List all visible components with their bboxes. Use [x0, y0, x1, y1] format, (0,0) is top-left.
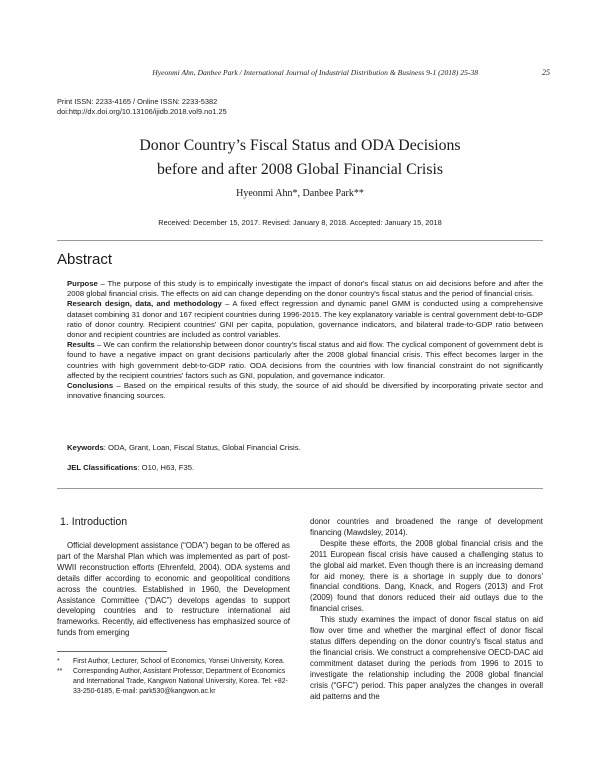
intro-paragraph: Despite these efforts, the 2008 global financial crisis and the 2011 European fiscal crisis have caused a challenging status to the global aid market. Even though there is an increasing demand for aid money, there is a shortage in supply due to donors' financial conditions. Dang, Knack, and Rogers (2013) and Frot (2009) found that donors reduced their aid outlays due to the financial crises. [310, 538, 543, 614]
abstract-conclusions [67, 381, 543, 401]
method-label: Research design, data, and methodology [67, 299, 222, 309]
footnote [57, 667, 290, 697]
keywords [67, 443, 301, 452]
abstract-purpose [67, 279, 543, 299]
purpose-text: – The purpose of this study is to empirically investigate the impact of donor's fiscal status on aid decisions before and after the 2008 global financial crisis. The effects on aid can change depending on the donor country's fiscal status and the period of financial crisis. [67, 279, 543, 299]
paper-title [60, 134, 540, 182]
footnote-text: Corresponding Author, Assistant Professor, Department of Economics and International Trade, Kangwon National University, Korea. Tel: +82-33-250-6185, E-mail: park530@kangwon.ac.kr [73, 668, 288, 695]
title-line-2: before and after 2008 Global Financial Crisis [156, 161, 444, 178]
footnote-rule [57, 651, 167, 652]
jel-classifications [67, 463, 194, 472]
intro-left-column [57, 541, 290, 639]
doi-line: doi:http://dx.doi.org/10.13106/ijidb.2018.vol9.no1.25 [57, 107, 227, 116]
issn-line: Print ISSN: 2233-4165 / Online ISSN: 2233-5382 [57, 97, 218, 106]
issn-block [57, 97, 227, 117]
purpose-label: Purpose [67, 279, 98, 288]
abstract-method [67, 299, 543, 340]
intro-right-column [310, 517, 543, 702]
abstract-body [67, 279, 543, 401]
jel-label: JEL Classifications [67, 463, 138, 472]
running-head: Hyeonmi Ahn, Danbee Park / International Journal of Industrial Distribution & Business 9-1 (2018) 25-38 [152, 68, 478, 77]
abstract-heading: Abstract [57, 251, 113, 268]
page-number: 25 [542, 68, 550, 77]
keywords-text: : ODA, Grant, Loan, Fiscal Status, Global Financial Crisis. [103, 443, 301, 452]
conclusions-label: Conclusions [67, 381, 114, 391]
intro-paragraph: This study examines the impact of donor fiscal status on aid flow over time and whether the marginal effect of donor fiscal status differs depending on the donor country's fiscal status and the financial crisis. We construct a comprehensive OECD-DAC aid commitment dataset during the periods from 1996 to 2015 to investigate the relationship including the 2008 global financial crisis (“GFC”) period. This paper analyzes the changes in overall aid patterns and the [310, 615, 543, 701]
jel-text: : O10, H63, F35. [137, 463, 195, 472]
received-dates: Received: December 15, 2017. Revised: January 8, 2018. Accepted: January 15, 2018 [158, 218, 442, 227]
footnote-mark: ** [57, 668, 63, 675]
footnotes [57, 657, 290, 697]
bottom-divider [57, 488, 543, 489]
footnote-text: First Author, Lecturer, School of Economics, Yonsei University, Korea. [73, 658, 285, 665]
intro-paragraph: donor countries and broadened the range of development financing (Mawdsley, 2014). [310, 517, 543, 537]
title-line-1: Donor Country’s Fiscal Status and ODA Decisions [139, 137, 461, 154]
authors: Hyeonmi Ahn*, Danbee Park** [236, 188, 364, 199]
intro-paragraph: Official development assistance (“ODA”) began to be offered as part of the Marshal Plan which was implemented as part of post-WWII reconstruction efforts (Ehrenfeld, 2004). ODA systems and details differ according to economic and geopolitical conditions across the countries. Established in 1960, the Development Assistance Committee (“DAC”) develops agendas to support developing countries and to restructure international aid frameworks. Recently, aid effectiveness has emphasized source of funds from emerging [57, 541, 290, 638]
top-divider [57, 240, 543, 241]
conclusions-text: – Based on the empirical results of this study, the source of aid should be diversified by incorporating private sector and innovative financing sources. [67, 381, 543, 401]
section-heading-introduction: 1. Introduction [60, 516, 128, 528]
results-label: Results [67, 340, 95, 350]
abstract-results [67, 340, 543, 381]
results-text: – We can confirm the relationship between donor country's fiscal status and aid flow. The cyclical component of government debt is found to have a negative impact on grant decisions particularly after the 2008 global financial crisis. This effect becomes larger in the countries with high government debt-to-GDP ratio. ODA decisions from the countries with low financial constraint do not significantly affected by the recipient countries' factors such as GNI, population, and governance indicator. [67, 340, 543, 380]
keywords-label: Keywords [67, 443, 104, 452]
footnote [57, 657, 290, 667]
method-text: – A fixed effect regression and dynamic panel GMM is conducted using a comprehensive dataset combining 31 donor and 167 recipient countries during 1996-2015. The key explanatory variable is central government debt-to-GDP ratio of donor country. Recipient countries' GNI per capita, population, governance indicators, and bilateral trade-to-GDP ratio between donor and recipient countries are included as control variables. [67, 299, 544, 340]
footnote-mark: * [57, 658, 60, 665]
